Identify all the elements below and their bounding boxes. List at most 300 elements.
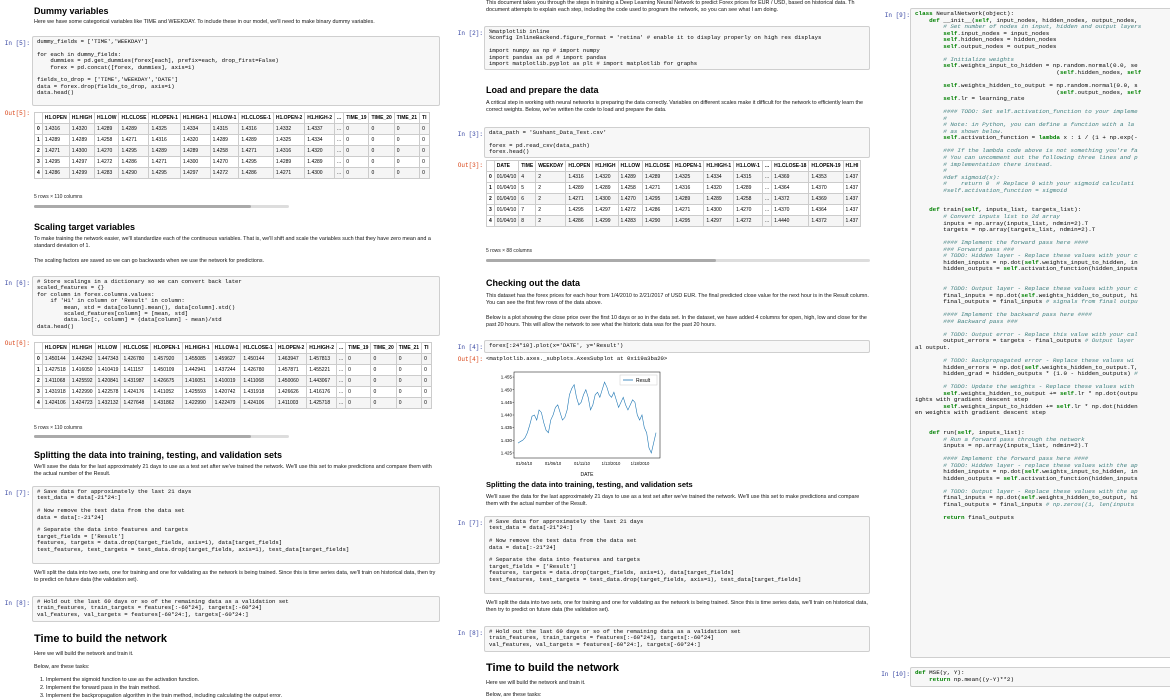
table-cell: 0 [346,376,371,387]
prompt-in-7-mid: In [7]: [457,520,483,527]
table-cell: 1.420841 [95,376,121,387]
text-scaling-1: To make training the network easier, we'll standardize each of the continuous variables. That is, we'll shift and scale the variables such that they have zero mean and a standard deviation of 1. [34,236,431,249]
table-cell: 1.4289 [618,172,642,183]
table-cell: 1.4295 [119,146,149,157]
table-cell: 1.4297 [704,216,734,227]
table-cell: 1.463947 [275,354,306,365]
table-cell: 1.450109 [151,365,182,376]
table-cell: 1.4289 [119,124,149,135]
table-cell: 0 [371,354,396,365]
table-cell: 0 [344,168,369,179]
table-cell: 1.424106 [241,398,275,409]
table-cell: 0 [396,398,421,409]
column-header: H1.HI [843,161,861,172]
y-tick-label: 1.435 [500,425,512,431]
table-cell: 1.431918 [42,387,69,398]
table-row [35,354,432,365]
column-header: H1.HIGH-2 [307,343,337,354]
row-index: 1 [35,365,43,376]
table-cell: 1.424106 [42,398,69,409]
table-cell: 1.4258 [95,135,119,146]
table1-scrollbar[interactable] [34,205,289,208]
table-cell: 1.426780 [241,365,275,376]
table-cell: 0 [344,124,369,135]
table-cell: 1.4271 [239,146,273,157]
table-cell: 1.4286 [119,157,149,168]
prompt-in-9: In [9]: [884,12,910,19]
table-cell: 0 [394,124,419,135]
table-cell: 2 [536,172,566,183]
table-cell: 0 [371,365,396,376]
table-cell: 1.4270 [734,205,763,216]
column-header: TIME_21 [394,113,419,124]
column-header: WEEKDAY [536,161,566,172]
table-cell: 1.431987 [121,376,151,387]
table-cell: 1.4270 [95,146,119,157]
table2-scrollbar[interactable] [34,435,289,438]
text-build-1: Here we will build the network and train it. [34,651,134,657]
table3-viewport [486,160,870,240]
table-cell: ... [337,398,346,409]
column-header: TIME_20 [371,343,396,354]
column-header: H1.OPEN-1 [149,113,180,124]
column-header: H1.HIGH-1 [180,113,210,124]
heading-splitting: Splitting the data into training, testing, and validation sets [34,450,283,460]
table-cell: 1.411157 [121,365,151,376]
table-cell: 1.4290 [119,168,149,179]
table-cell: 1.427518 [42,365,69,376]
table-cell: 1.4332 [273,124,304,135]
table-row [487,216,861,227]
text-build-mid-2: Below, are these tasks: [486,692,542,698]
table-cell: ... [335,124,344,135]
index-header [487,161,495,172]
table-cell: 1.4271 [149,157,180,168]
table-cell: 0 [422,398,431,409]
table-cell: 1.4289 [273,157,304,168]
index-header [35,113,43,124]
table-cell: 1.450144 [241,354,275,365]
prompt-out-4: Out[4]: [457,356,483,363]
column-header: H1.OPEN [566,161,593,172]
column-header: H1.OPEN-19 [809,161,843,172]
table-cell: 1.4289 [210,135,239,146]
column-header: TIME_19 [346,343,371,354]
row-index: 1 [487,183,495,194]
table-cell: 1.4316 [673,183,704,194]
y-tick-label: 1.430 [500,437,512,443]
table-cell: 0 [396,376,421,387]
table-cell: 01/04/10 [494,205,518,216]
column-header: H1.LOW-1 [212,343,241,354]
text-scaling-2: The scaling factors are saved so we can go backwards when we use the network for predictions. [34,258,265,264]
table-cell: 1.4320 [593,172,618,183]
prompt-in-7: In [7]: [4,490,30,497]
table-cell: 1.411052 [151,387,182,398]
table-cell: 1.457813 [307,354,337,365]
table-cell: 1.4300 [593,194,618,205]
table-cell: 1.4316 [42,124,69,135]
table-cell: 1.4283 [95,168,119,179]
column-header: H1.OPEN-1 [673,161,704,172]
code-cell-7[interactable]: # Save data for approximately the last 21 days test_data = data[-21*24:] # Now remove the test data from the data set data = data[:-21*24] # Separate the data into features and targets target_fields = ['Result'] features, targets = data.drop(target_fields, axis=1), data[target_fields] test_features, test_targets = test_data.drop(target_fields, axis=1), test_data[target_fields] [32,486,440,564]
table-cell: 1.4297 [180,168,210,179]
table-cell: 1.437 [843,183,861,194]
prompt-in-4: In [4]: [457,344,483,351]
task-item-1: 1. Implement the sigmoid function to use as the activation function. [40,677,200,683]
table-cell: 1.4334 [180,124,210,135]
column-header: ... [337,343,346,354]
column-header: H1.OPEN-1 [151,343,182,354]
column-header: H1.HIGH-1 [182,343,212,354]
column-header: H1.OPEN [42,343,69,354]
heading-load-data: Load and prepare the data [486,85,599,95]
column-header: H1.LOW-1 [210,113,239,124]
table-cell: 0 [369,168,394,179]
prompt-in-3: In [3]: [457,131,483,138]
table-cell: 0 [394,135,419,146]
table-cell: 1.4271 [273,168,304,179]
prompt-in-10: In [10]: [881,671,910,678]
code-cell-4[interactable]: forex[:24*10].plot(x='DATE', y='Result') [484,340,870,353]
table-cell: 1.4364 [772,183,809,194]
x-axis-label: DATE [580,472,594,478]
code-cell-10[interactable]: def MSE(y, Y): return np.mean((y-Y)**2) [910,667,1170,687]
table-cell: 1.4289 [643,172,673,183]
column-header: H1.LOW [95,113,119,124]
table-cell: 1.455221 [307,365,337,376]
table-cell: 0 [394,146,419,157]
table-cell: 1.4272 [210,168,239,179]
table-cell: 0 [422,354,431,365]
table-cell: 1.424176 [121,387,151,398]
table-cell: ... [762,216,771,227]
row-index: 4 [35,398,43,409]
table-cell: 0 [394,168,419,179]
table-cell: 01/04/10 [494,172,518,183]
table-cell: 0 [420,135,429,146]
table-cell: 1.4320 [69,124,94,135]
text-splitting: We'll save the data for the last approximately 21 days to use as a test set after we've trained the network. We'll use this set to make predictions and compare them with the actual number of the Result. [34,464,432,477]
table-cell: 1.4300 [69,146,94,157]
table-cell: 1.4289 [180,146,210,157]
table-row [487,172,861,183]
table-cell: 1.426675 [151,376,182,387]
table-cell: 1.422990 [182,398,212,409]
table-cell: 1.457871 [275,365,306,376]
table-cell: ... [337,365,346,376]
result-line-chart [486,366,666,478]
text-build-mid-1: Here we will build the network and train it. [486,680,586,686]
table-cell: 1.4271 [673,205,704,216]
x-tick-label: 1/13/2010 [601,461,621,466]
table-cell: 1.4271 [566,194,593,205]
task-item-3: 3. Implement the backpropagation algorithm in the train method, including calculating the output error. [40,693,283,699]
table-cell: 1.416051 [182,376,212,387]
table-cell: 1.4316 [566,172,593,183]
table-cell: 1.4295 [566,205,593,216]
table-cell: 0 [420,168,429,179]
column-header: H1.HIGH [593,161,618,172]
table-cell: 1.410019 [212,376,241,387]
table-cell: 1.442942 [69,354,95,365]
table-cell: 0 [371,376,396,387]
code-cell-2[interactable]: %matplotlib inline %config InlineBackend.figure_format = 'retina' # enable it to display properly on high res displays import numpy as np # import numpy import pandas as pd # import pandas import matplotlib.pyplot as plt # import matplotlib for graphs [484,26,870,70]
table-cell: 1.4299 [593,216,618,227]
table-cell: ... [337,376,346,387]
table-cell: 1.426626 [275,387,306,398]
row-index: 0 [35,124,43,135]
column-header: H1.CLOSE-1 [241,343,275,354]
column-header: H1.HIGH [69,113,94,124]
table-cell: 1.437 [843,172,861,183]
table-cell: 0 [394,157,419,168]
table-cell: 1.4315 [734,172,763,183]
table-cell: 0 [344,146,369,157]
notebook-pane-left [0,0,445,700]
table-cell: 1.4286 [566,216,593,227]
table-cell: ... [335,135,344,146]
column-header: H1.CLOSE [119,113,149,124]
y-tick-label: 1.445 [500,399,512,405]
table-cell: 1.455085 [182,354,212,365]
table-cell: 1.425718 [307,398,337,409]
table-cell: 01/04/10 [494,194,518,205]
table-cell: 1.4440 [772,216,809,227]
column-header: H1.CLOSE [121,343,151,354]
chart-legend [620,375,657,385]
table-cell: ... [337,387,346,398]
column-header: H1.HIGH-2 [305,113,335,124]
table-cell: 1.4316 [273,146,304,157]
table-cell: 6 [519,194,536,205]
table-cell: 1.4325 [673,172,704,183]
prompt-in-2: In [2]: [457,30,483,37]
code-cell-5[interactable]: dummy_fields = ['TIME','WEEKDAY'] for each in dummy_fields: dummies = pd.get_dummies(forex[each], prefix=each, drop_first=False) forex = pd.concat([forex, dummies], axis=1) fields_to_drop = ['TIME','WEEKDAY','DATE'] data = forex.drop(fields_to_drop, axis=1) data.head() [32,36,440,106]
table-cell: 1.411068 [241,376,275,387]
table-cell: 0 [396,354,421,365]
table-cell: 0 [346,398,371,409]
table-cell: 0 [369,124,394,135]
prompt-in-5: In [5]: [4,40,30,47]
table-cell: 0 [420,124,429,135]
dataframe-table-1 [34,112,430,179]
x-tick-label: 01/06/10 [544,461,562,466]
table-cell: 1.4270 [618,194,642,205]
y-tick-label: 1.440 [500,412,512,418]
table-row [487,194,861,205]
table-cell: 1.450060 [275,376,306,387]
table3-scrollbar[interactable] [486,259,870,262]
code-cell-3[interactable]: data_path = 'Sushant_Data_Test.csv' forex = pd.read_csv(data_path) forex.head() [484,127,870,158]
table-cell: 1.4316 [239,124,273,135]
table-cell: 1.4272 [618,205,642,216]
table-cell: 1.4258 [618,183,642,194]
table-cell: 1.4295 [239,157,273,168]
table-cell: 1.4272 [734,216,763,227]
table-cell: 1.432132 [95,398,121,409]
table-cell: 1.437 [843,216,861,227]
table-cell: 1.425592 [69,376,95,387]
table3-row-count: 5 rows × 88 columns [486,248,532,254]
heading-dummy-variables: Dummy variables [34,6,109,16]
code-cell-8[interactable]: # Hold out the last 60 days or so of the remaining data as a validation set train_features, train_targets = features[:-60*24], targets[:-60*24] val_features, val_targets = features[-60*24:], targets[-60*24:] [32,596,440,622]
table-cell: 1.4286 [239,168,273,179]
table-cell: 1.426780 [121,354,151,365]
table-cell: ... [762,172,771,183]
text-splitting-mid-2: We'll split the data into two sets, one for training and one for validating as the network is being trained. Since this is time series data, we'll train on historical data, then try to predict on future data (the validation set). [486,600,868,613]
table-cell: 1.4290 [643,216,673,227]
result-series-line [518,382,656,453]
code-cell-6[interactable]: # Store scalings in a dictionary so we can convert back later scaled_features = {} for column in forex.columns.values: if 'H1' in column or 'Result' in column: mean, std = data[column].mean(), data[column].std() scaled_features[column] = [mean, std] data.loc[:, column] = (data[column] - mean)/std data.head() [32,276,440,336]
table-cell: 1.4370 [772,205,809,216]
table-cell: ... [335,146,344,157]
row-index: 4 [487,216,495,227]
table-cell: 4 [519,172,536,183]
notebook-pane-right [870,0,1170,700]
table-cell: 1.4300 [305,168,335,179]
table-row [487,205,861,216]
table-cell: 1.457920 [151,354,182,365]
table-cell: 1.459627 [212,354,241,365]
y-tick-label: 1.450 [500,387,512,393]
row-index: 1 [35,135,43,146]
table-cell: 1.4295 [643,194,673,205]
text-load-data: A critical step in working with neural networks is preparing the data correctly. Variables on different scales make it difficult for the network to efficiently learn the correct weights. Below, we've written the code to load and prepare the data. [486,100,864,113]
heading-scaling: Scaling target variables [34,222,136,232]
table-cell: 1.4325 [273,135,304,146]
table2-row-count: 5 rows × 110 columns [34,425,83,431]
table-cell: 8 [519,216,536,227]
text-check-2: Below is a plot showing the close price over the first 10 days or so in the data set. In the dataset, we have added 4 columns for open, high, low and close for the past 20 hours. This will allow the network to see what the historic data was for the past 20 hours. [486,315,867,328]
y-tick-label: 1.425 [500,450,512,456]
text-splitting-2: We'll split the data into two sets, one for training and one for validating as the network is being trained. Since this is time series data, we'll train on historical data, then try to predict on future data (the validation set). [34,570,436,583]
code-cell-7-mid[interactable]: # Save data for approximately the last 21 days test_data = data[-21*24:] # Now remove the test data from the data set data = data[:-21*24] # Separate the data into features and targets target_fields = ['Result'] features, targets = data.drop(target_fields, axis=1), data[target_fields] test_features, test_targets = test_data.drop(target_fields, axis=1), test_data[target_fields] [484,516,870,594]
y-ticks [501,375,514,456]
table-row [35,387,432,398]
table-cell: 1.410419 [95,365,121,376]
table-cell: 1.437244 [212,365,241,376]
table-cell: 7 [519,205,536,216]
column-header: H1.CLOSE-18 [772,161,809,172]
column-header: H1.HIGH-1 [704,161,734,172]
table-cell: 1.424723 [69,398,95,409]
x-ticks [516,461,650,466]
column-header: TIME_21 [396,343,421,354]
table-cell: ... [335,168,344,179]
table-cell: ... [762,205,771,216]
column-header: TI [420,113,429,124]
table-cell: 0 [344,157,369,168]
table-row [35,376,432,387]
table-cell: 0 [369,146,394,157]
table-row [35,168,430,179]
table-cell: 1.4286 [42,168,69,179]
legend-label: Result [636,378,651,384]
row-index: 2 [35,376,43,387]
table-cell: 1.4271 [643,183,673,194]
table-cell: 01/04/10 [494,183,518,194]
table-cell: 1.443067 [307,376,337,387]
column-header: H1.CLOSE-1 [239,113,273,124]
table-cell: 1.4289 [239,135,273,146]
table-cell: 1.4300 [704,205,734,216]
table-cell: 1.416050 [69,365,95,376]
text-splitting-mid: We'll save the data for the last approximately 21 days to use as a test set after we've trained the network. We'll use this set to make predictions and compare them with the actual number of the Result. [486,494,860,507]
table-cell: 1.4372 [772,194,809,205]
row-index: 3 [35,157,43,168]
table-cell: 0 [371,398,396,409]
table-cell: 0 [346,365,371,376]
task-item-2: 2. Implement the forward pass in the train method. [40,685,161,691]
y-tick-label: 1.455 [500,374,512,380]
table-cell: 1.4316 [149,135,180,146]
table-cell: 1.4300 [180,157,210,168]
table-cell: 0 [369,135,394,146]
table-cell: 0 [369,157,394,168]
table-cell: ... [762,183,771,194]
column-header: H1.OPEN-2 [273,113,304,124]
x-tick-label: 01/11/10 [574,461,590,466]
column-header: H1.HIGH [69,343,95,354]
dataframe-table-2 [34,342,432,409]
code-cell-8-mid[interactable]: # Hold out the last 60 days or so of the remaining data as a validation set train_features, train_targets = features[:-60*24], targets[:-60*24] val_features, val_targets = features[-60*24:], targets[-60*24:] [484,626,870,652]
table-cell: ... [337,354,346,365]
column-header: ... [762,161,771,172]
table-cell: 1.4271 [119,135,149,146]
table-row [35,135,430,146]
table-cell: 1.425593 [182,387,212,398]
prompt-in-8-mid: In [8]: [457,630,483,637]
prompt-out-6: Out[6]: [4,340,30,347]
table-cell: 2 [536,183,566,194]
text-intro: This document takes you through the steps in training a Deep Learning Neural Network to predict Forex prices for EUR / USD, based on historical data. Th document attempts to explain each step, including the code used to program the network, so you can see what I am doing. [486,0,855,13]
table-cell: 1.4258 [734,194,763,205]
table-cell: 1.4325 [149,124,180,135]
table-cell: 1.4315 [210,124,239,135]
table-cell: 1.4271 [42,146,69,157]
table-cell: 1.4289 [673,194,704,205]
x-tick-label: 01/04/10 [515,461,533,466]
table-cell: 1.4289 [734,183,763,194]
code-cell-9[interactable]: class NeuralNetwork(object): def __init__(self, input_nodes, hidden_nodes, output_nodes, # Set number of nodes in input, hidden and output layers self.input_nodes = input_nodes self.hidden_nodes = hidden_nodes self.output_nodes = output_nodes # Initialize weights self.weights_input_to_hidden = np.random.normal(0.0, se (self.hidden_nodes, self self.weights_hidden_to_output = np.random.normal(0.0, s (self.output_nodes, self self.lr = learning_rate #### TODO: Set self.activation_function to your impleme # # Note: in Python, you can define a function with a la # as shown below. self.activation_function = lambda x : 1 / (1 + np.exp(- ### If the lambda code above is not something you're fa # You can uncomment out the following three lines and p # implementation there instead. # #def sigmoid(x): # return 0 # Replace 0 with your sigmoid calculati #self.activation_function = sigmoid def train(self, inputs_list, targets_list): # Convert inputs list to 2d array inputs = np.array(inputs_list, ndmin=2).T targets = np.array(targets_list, ndmin=2).T #### Implement the forward pass here #### ### Forward pass ### # TODO: Hidden layer - Replace these values with your c hidden_inputs = np.dot(self.weights_input_to_hidden, in hidden_outputs = self.activation_function(hidden_inputs # TODO: Output layer - Replace these values with your c final_inputs = np.dot(self.weights_hidden_to_output, hi final_outputs = final_inputs # signals from final outpu #### Implement the backward pass here #### ### Backward pass ### # TODO: Output error - Replace this value with your cal output_errors = targets - final_outputs # Output layer al output. # TODO: Backpropagated error - Replace these values wi hidden_errors = np.dot(self.weights_hidden_to_output.T, hidden_grad = hidden_outputs * (1.0 - hidden_outputs) # # TODO: Update the weights - Replace these values with self.weights_hidden_to_output += self.lr * np.dot(outpu ights with gradient descent step self.weights_input_to_hidden += self.lr * np.dot(hidden en weights with gradient descent step def run(self, inputs_list): # Run a forward pass through the network inputs = np.array(inputs_list, ndmin=2).T #### Implement the forward pass here #### # TODO: Hidden layer - replace these values with the ap hidden_inputs = np.dot(self.weights_input_to_hidden, in hidden_outputs = self.activation_function(hidden_inputs # TODO: Output layer - Replace these values with the ap final_inputs = np.dot(self.weights_hidden_to_output, hi final_outputs = final_inputs # np.zeros((1, len(inputs return final_outputs [910,8,1170,658]
table-cell: 0 [422,376,431,387]
table-cell: 1.437 [843,205,861,216]
table-row [35,146,430,157]
table-cell: 1.4353 [809,172,843,183]
column-header: H1.LOW-1 [734,161,763,172]
table1-row-count: 5 rows × 110 columns [34,194,83,200]
table-cell: 1.447343 [95,354,121,365]
row-index: 2 [35,146,43,157]
prompt-out-5: Out[5]: [4,110,30,117]
table-cell: 1.4270 [210,157,239,168]
table-row [35,157,430,168]
table-cell: 1.416176 [307,387,337,398]
heading-build-network-mid: Time to build the network [486,662,620,674]
table-cell: 1.4289 [149,146,180,157]
table-cell: 1.4295 [42,157,69,168]
table-cell: 1.4286 [643,205,673,216]
table-cell: 1.4320 [305,146,335,157]
column-header: TIME_20 [369,113,394,124]
out4-text: <matplotlib.axes._subplots.AxesSubplot at 0x119a3ba20> [486,356,668,362]
column-header: TI [422,343,431,354]
table-cell: 1.437 [843,194,861,205]
table-row [35,398,432,409]
table-cell: 1.4297 [69,157,94,168]
heading-build-network: Time to build the network [34,633,168,645]
